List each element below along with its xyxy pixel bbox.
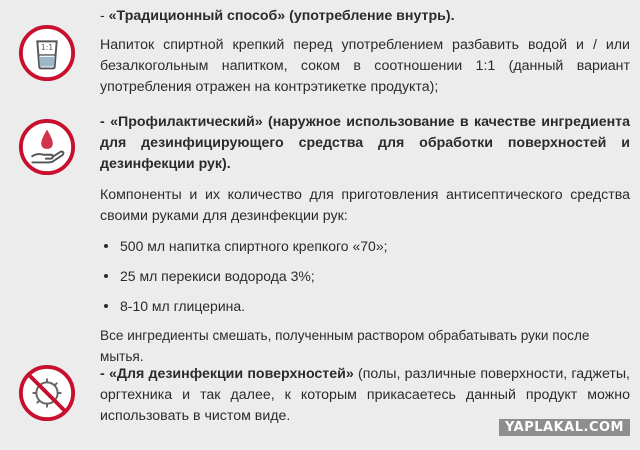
intro-preventive: Компоненты и их количество для приготовления антисептического средства своими руками для дезинфекции рук:: [100, 187, 630, 224]
ratio-label: 1:1: [40, 43, 54, 53]
ingredient-item: 500 мл напитка спиртного крепкого «70»;: [100, 231, 630, 261]
glass-ratio-icon: [18, 24, 76, 82]
heading-traditional-bold: «Традиционный способ»: [108, 8, 286, 24]
ingredients-list: [100, 231, 630, 321]
hand-drop-icon: [18, 118, 76, 176]
heading-preventive: - «Профилактический» (наружное использование в качестве ингредиента для дезинфицирующего средства для обработки поверхностей и дезинфекции рук).: [100, 114, 630, 172]
outro-preventive: Все ингредиенты смешать, полученным раствором обрабатывать руки после мытья.: [100, 328, 590, 364]
ingredient-item: 25 мл перекиси водорода 3%;: [100, 261, 630, 291]
body-surfaces: - «Для дезинфекции поверхностей» (полы, различные поверхности, гаджеты, оргтехника и так далее, к которым прикасаетесь данный продукт можно использовать в чистом виде.: [100, 366, 630, 424]
heading-traditional: - «Традиционный способ» (употребление внутрь).: [100, 8, 455, 24]
ingredient-item: 8-10 мл глицерина.: [100, 291, 630, 321]
no-virus-icon: [18, 364, 76, 422]
heading-surfaces: «Для дезинфекции поверхностей»: [108, 366, 354, 382]
body-traditional: Напиток спиртной крепкий перед употреблением разбавить водой и / или безалкогольным напитком, соком в соотношении 1:1 (данный вариант употребления отражен на контрэтикетке продукта);: [100, 37, 630, 95]
watermark-logo: YAPLAKAL.COM: [499, 419, 630, 436]
